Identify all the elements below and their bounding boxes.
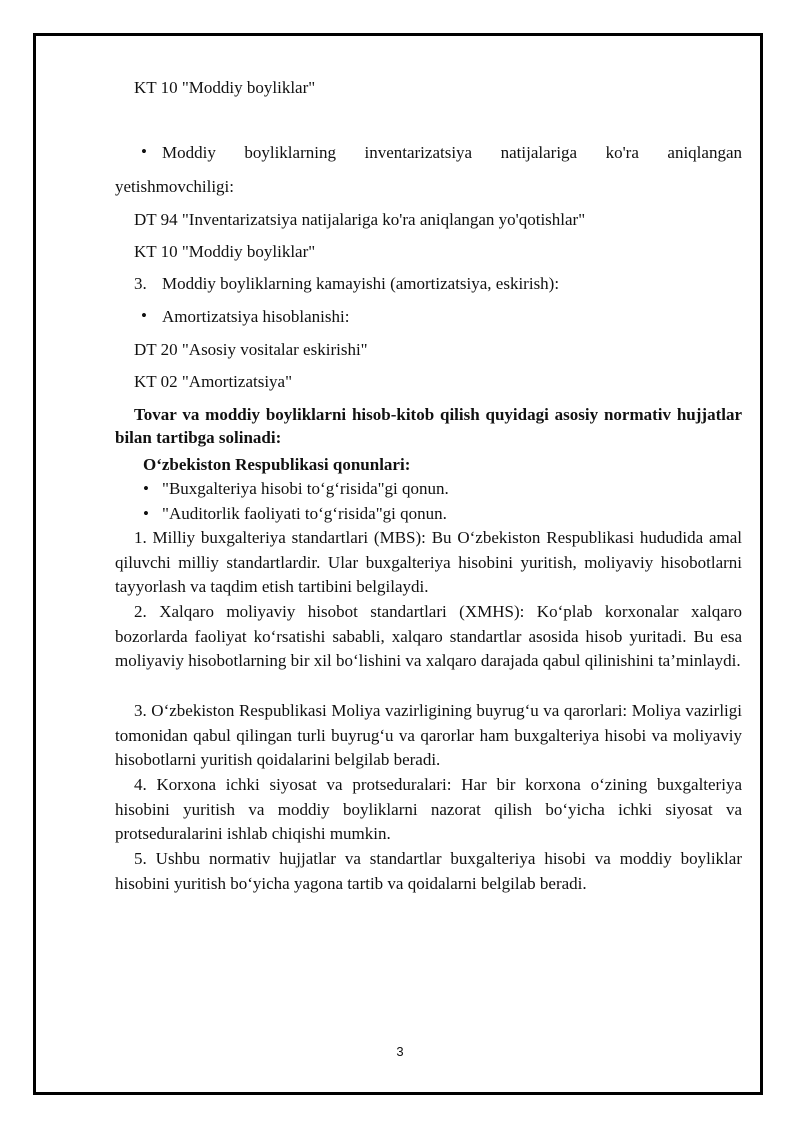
paragraph-4: 4. Korxona ichki siyosat va protseduralari: Har bir korxona o‘zining buxgalteriya hisobini yuritish va moddiy boyliklarni nazorat qilish bo‘yicha ichki siyosat va protseduralarini ishlab chiqishi mumkin. <box>115 775 742 843</box>
kt10-line: KT 10 "Moddiy boyliklar" <box>134 78 316 97</box>
laws-heading: O‘zbekiston Respublikasi qonunlari: <box>143 455 411 474</box>
law-item: "Buxgalteriya hisobi to‘g‘risida"gi qonun. <box>162 479 449 498</box>
kt10-line-2: KT 10 "Moddiy boyliklar" <box>134 242 316 261</box>
paragraph-5: 5. Ushbu normativ hujjatlar va standartlar buxgalteriya hisobi va moddiy boyliklar hisobini yuritish bo‘yicha yagona tartib va qoidalarni belgilab beradi. <box>115 849 742 893</box>
bullet-text: Amortizatsiya hisoblanishi: <box>162 307 350 326</box>
bullet-text-continued: yetishmovchiligi: <box>115 177 234 196</box>
bullet-icon: • <box>143 504 149 523</box>
bullet-text: Moddiy boyliklarning inventarizatsiya natijalariga ko'ra aniqlangan <box>162 143 742 162</box>
kt02-line: KT 02 "Amortizatsiya" <box>134 372 293 391</box>
dt94-line: DT 94 "Inventarizatsiya natijalariga ko'ra aniqlangan yo'qotishlar" <box>134 210 586 229</box>
paragraph-3: 3. O‘zbekiston Respublikasi Moliya vazirligining buyrug‘u va qarorlari: Moliya vazirligi tomonidan qabul qilingan turli buyrug‘u va qarorlar ham buxgalteriya hisobi va moliyaviy hisobotlarni yuritish qoidalarini belgilab beradi. <box>115 701 742 769</box>
paragraph-2: 2. Xalqaro moliyaviy hisobot standartlari (XMHS): Ko‘plab korxonalar xalqaro bozorlarda faoliyat ko‘rsatishi sababli, xalqaro standartlar asosida hisob yuritadi. Bu esa moliyaviy hisobotlarning bir xil bo‘lishini va xalqaro darajada qabul qilinishini ta’minlaydi. <box>115 602 742 670</box>
bullet-icon: • <box>143 479 149 498</box>
bold-intro: Tovar va moddiy boyliklarni hisob-kitob qilish quyidagi asosiy normativ hujjatlar bilan tartibga solinadi: <box>115 405 742 447</box>
page-number: 3 <box>396 1044 404 1059</box>
bullet-icon: • <box>141 142 147 161</box>
paragraph-1: 1. Milliy buxgalteriya standartlari (MBS): Bu O‘zbekiston Respublikasi hududida amal qiluvchi milliy standartlardir. Ular buxgalteriya hisobini yuritish, moliyaviy hisobotlarni tayyorlash va taqdim etish tartibini belgilaydi. <box>115 528 742 596</box>
law-item: "Auditorlik faoliyati to‘g‘risida"gi qonun. <box>162 504 447 523</box>
list-item-text: Moddiy boyliklarning kamayishi (amortizatsiya, eskirish): <box>162 274 560 293</box>
dt20-line: DT 20 "Asosiy vositalar eskirishi" <box>134 340 368 359</box>
bullet-icon: • <box>141 306 147 325</box>
list-number: 3. <box>134 274 147 293</box>
